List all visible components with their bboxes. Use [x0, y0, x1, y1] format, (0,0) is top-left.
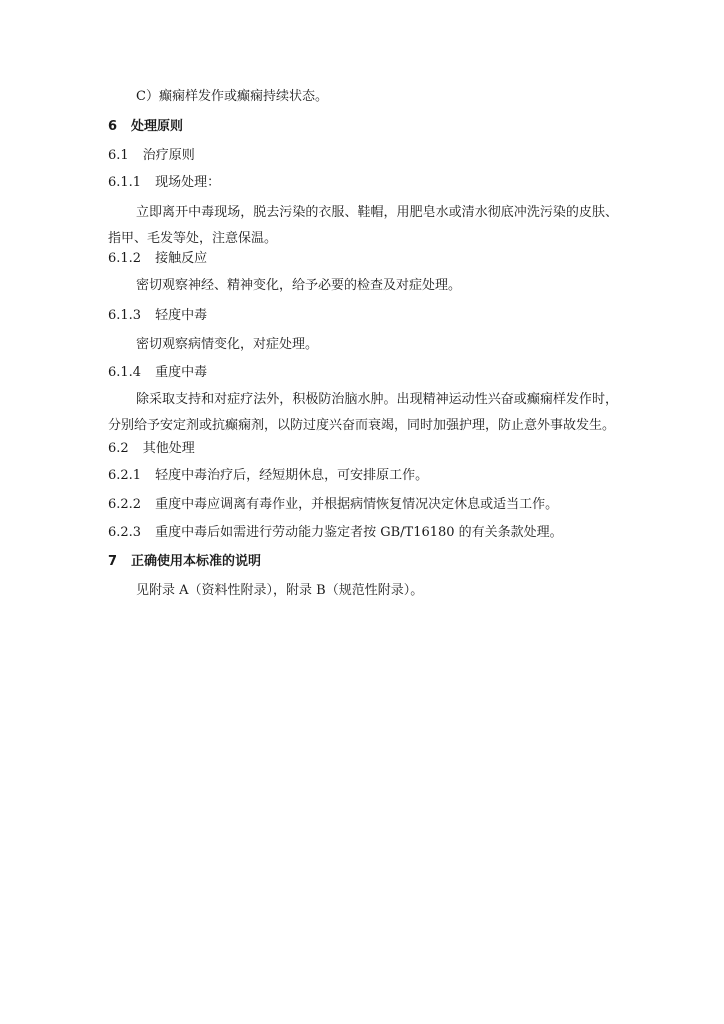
- section-title: 现场处理：: [155, 175, 221, 190]
- list-item-c: C）癫痫样发作或癫痫持续状态。: [136, 89, 328, 104]
- section-number: 6.2.3: [108, 525, 142, 540]
- paragraph-7: 见附录 A（资料性附录），附录 B（规范性附录）。: [136, 583, 424, 598]
- section-number: 6.1.1: [108, 175, 142, 190]
- clause-text: 重度中毒后如需进行劳动能力鉴定者按 GB/T16180 的有关条款处理。: [155, 525, 563, 540]
- subsection-heading-6-1-4: [108, 365, 207, 381]
- subsection-heading-6-1-3: [108, 308, 207, 324]
- paragraph-6-1-4: 除采取支持和对症疗法外，积极防治脑水肿。出现精神运动性兴奋或癫痫样发作时，分别给予安定剂或抗癫痫剂，以防过度兴奋而衰竭，同时加强护理，防止意外事故发生。: [108, 392, 618, 433]
- section-title: 接触反应: [155, 251, 208, 266]
- paragraph-6-1-2: 密切观察神经、精神变化，给予必要的检查及对症处理。: [136, 278, 462, 293]
- subsection-heading-6-1-2: [108, 251, 207, 267]
- clause-6-2-2: [108, 497, 558, 513]
- section-number: 6.2.1: [108, 468, 142, 483]
- section-heading-6: [108, 119, 183, 135]
- paragraph-6-1-3: 密切观察病情变化，对症处理。: [136, 337, 319, 352]
- subsection-heading-6-1: [108, 148, 195, 164]
- clause-6-2-3: [108, 525, 563, 541]
- section-number: 6.2.2: [108, 497, 142, 512]
- clause-text: 重度中毒应调离有毒作业，并根据病情恢复情况决定休息或适当工作。: [155, 497, 559, 512]
- section-title: 治疗原则: [142, 148, 195, 163]
- section-title: 重度中毒: [155, 365, 208, 380]
- clause-text: 轻度中毒治疗后，经短期休息，可安排原工作。: [155, 468, 429, 483]
- section-number: 6.1.2: [108, 251, 142, 266]
- section-number: 7: [108, 554, 118, 569]
- subsection-heading-6-1-1: [108, 175, 220, 191]
- section-number: 6.1.3: [108, 308, 142, 323]
- section-title: 其他处理: [142, 441, 195, 456]
- section-title: 处理原则: [131, 119, 184, 134]
- section-heading-7: [108, 554, 261, 570]
- section-title: 轻度中毒: [155, 308, 208, 323]
- section-number: 6: [108, 119, 118, 134]
- section-number: 6.2: [108, 441, 129, 456]
- paragraph-6-1-1: 立即离开中毒现场，脱去污染的衣服、鞋帽，用肥皂水或清水彻底冲洗污染的皮肤、指甲、毛发等处，注意保温。: [108, 205, 618, 246]
- section-number: 6.1: [108, 148, 129, 163]
- subsection-heading-6-2: [108, 441, 195, 457]
- clause-6-2-1: [108, 468, 428, 484]
- section-number: 6.1.4: [108, 365, 142, 380]
- section-title: 正确使用本标准的说明: [131, 554, 262, 569]
